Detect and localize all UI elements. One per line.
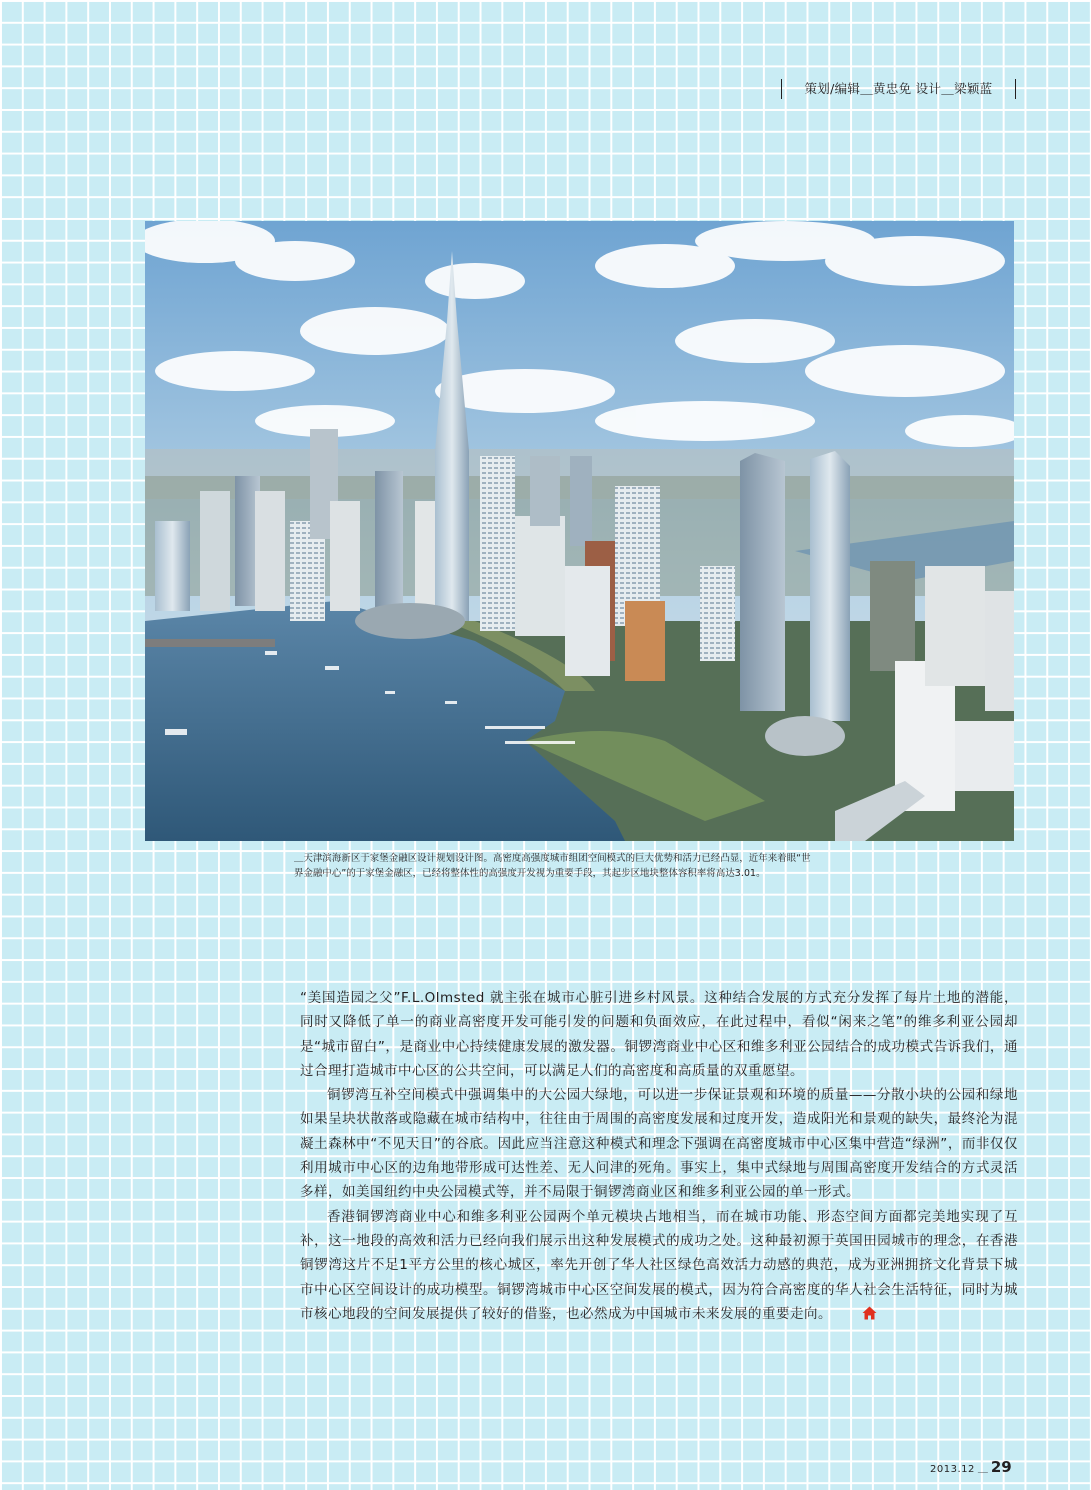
paragraph-text: 铜锣湾互补空间模式中强调集中的大公园大绿地，可以进一步保证景观和环境的质量——分散小块的公园和绿地如果呈块状散落或隐藏在城市结构中，往往由于周围的高密度发展和过度开发，造成阳光和景观的缺失，最终沦为混凝土森林中“不见天日”的谷底。因此应当注意这种模式和理念下强调在高密度城市中心区集中营造“绿洲”，而非仅仅利用城市中心区的边角地带形成可达性差、无人问津的死角。事实上，集中式绿地与周围高密度开发结合的方式灵活多样，如美国纽约中央公园模式等，并不局限于铜锣湾商业区和维多利亚公园的单一形式。 (300, 1087, 1018, 1201)
city-rendering-photo (145, 221, 1014, 841)
article-paragraph-2 (300, 1083, 1018, 1204)
house-icon (835, 1304, 877, 1328)
paragraph-text: 香港铜锣湾商业中心和维多利亚公园两个单元模块占地相当，而在城市功能、形态空间方面都完美地实现了互补，这一地段的高效和活力已经向我们展示出这种发展模式的成功之处。这种最初源于英国田园城市的理念，在香港铜锣湾这片不足1平方公里的核心城区，率先开创了华人社区绿色高效活力动感的典范，成为亚洲拥挤文化背景下城市中心区空间设计的成功模型。铜锣湾城市中心区空间发展的模式，因为符合高密度的华人社会生活特征，同时为城市核心地段的空间发展提供了较好的借鉴，也必然成为中国城市未来发展的重要走向。 (300, 1208, 1018, 1322)
photo-caption: ＿天津滨海新区于家堡金融区设计规划设计图。高密度高强度城市组团空间模式的巨大优势和活力已经凸显，近年来着眼“世界金融中心”的于家堡金融区，已经将整体性的高强度开发视为重要手段，其起步区地块整体容积率将高达3.01。 (294, 853, 811, 879)
issue-date: 2013.12 (930, 1464, 975, 1475)
article-body (300, 986, 1018, 1328)
page-credits: 策划/编辑＿黄忠免 设计＿梁颖蓝 (781, 79, 1016, 99)
article-paragraph-3 (300, 1205, 1018, 1328)
article-paragraph-1 (300, 986, 1018, 1083)
skyline-illustration (145, 221, 1014, 841)
page-footer (930, 1457, 1012, 1477)
paragraph-text: “美国造园之父”F.L.Olmsted 就主张在城市心脏引进乡村风景。这种结合发展的方式充分发挥了每片土地的潜能，同时又降低了单一的商业高密度开发可能引发的问题和负面效应，在此过程中，看似“闲来之笔”的维多利亚公园却是“城市留白”，是商业中心持续健康发展的激发器。铜锣湾商业中心区和维多利亚公园结合的成功模式告诉我们，通过合理打造城市中心区的公共空间，可以满足人们的高密度和高质量的双重愿望。 (300, 990, 1018, 1079)
footer-separator: ＿ (977, 1464, 988, 1475)
page-number: 29 (990, 1458, 1012, 1476)
